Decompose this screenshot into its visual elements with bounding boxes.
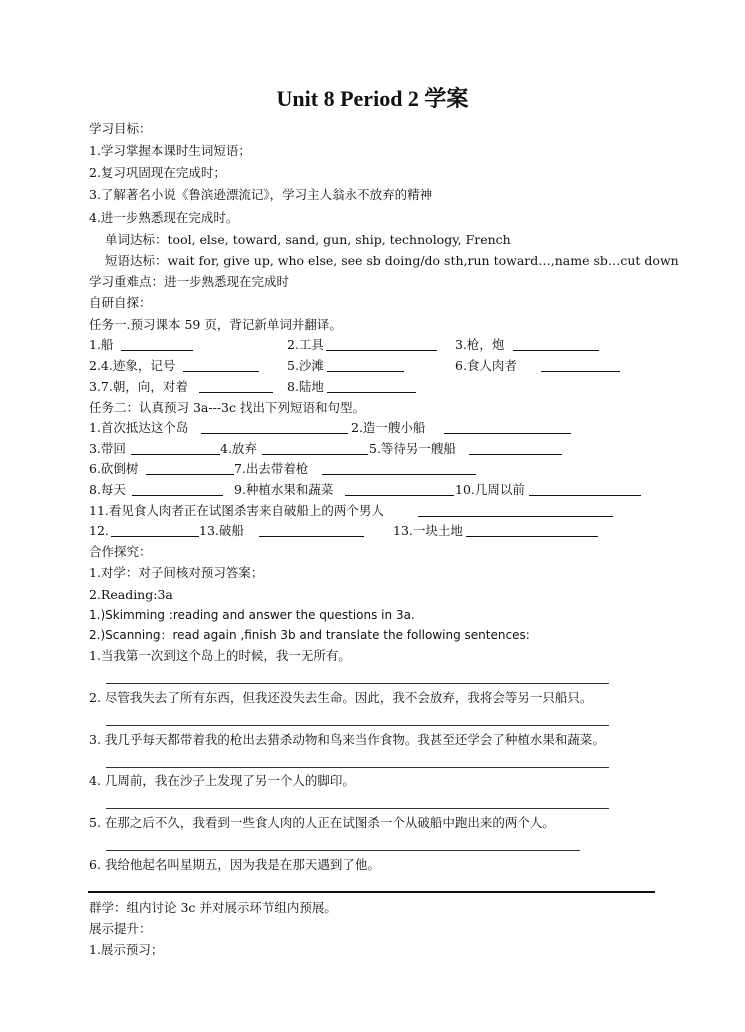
scanning-instruction: 2.)Scanning：read again ,finish 3b and translate the following sentences: [89,628,530,642]
answer-blank[interactable] [146,474,234,475]
answer-blank[interactable] [327,392,416,393]
show-item: 1.展示预习； [89,942,164,957]
words-list: tool, else, toward, sand, gun, ship, technology, French [167,232,511,247]
task2-item: 9.种植水果和蔬菜 [234,482,334,497]
self-study-heading: 自研自探： [89,295,152,310]
task2-item: 4.放弃 [220,441,257,456]
task1-item: 1.船 [89,337,114,352]
objective-item: 3.了解著名小说《鲁滨逊漂流记》，学习主人翁永不放弃的精神 [89,187,433,202]
answer-blank[interactable] [345,495,454,496]
task1-item: 5.沙滩 [287,358,324,373]
task2-item: 10.几周以前 [455,482,525,497]
objective-item: 2.复习巩固现在完成时； [89,165,226,180]
task2-item: 7.出去带着枪 [234,461,309,476]
translate-sentence: 5. 在那之后不久，我看到一些食人肉的人正在试图杀一个从破船中跑出来的两个人。 [89,815,555,830]
answer-line[interactable] [106,683,609,684]
objective-item: 4.进一步熟悉现在完成时。 [89,210,239,225]
task2-item: 1.首次抵达这个岛 [89,420,189,435]
phrases-label: 短语达标： [105,253,168,268]
show-heading: 展示提升： [89,921,152,936]
task2-item: 5.等待另一艘船 [369,441,456,456]
task2-item: 6.砍倒树 [89,461,139,476]
task2-item: 12. [89,523,109,538]
cooperation-step: 2.Reading:3a [89,587,173,602]
section-divider [88,891,655,893]
translate-sentence: 6. 我给他起名叫星期五，因为我是在那天遇到了他。 [89,857,380,872]
words-label: 单词达标： [105,232,168,247]
answer-blank[interactable] [183,371,259,372]
phrases-list: wait for, give up, who else, see sb doing/do sth,run toward…,name sb…cut down [167,253,679,268]
answer-blank[interactable] [199,392,273,393]
answer-blank[interactable] [327,371,404,372]
translate-sentence: 4. 几周前，我在沙子上发现了另一个人的脚印。 [89,773,355,788]
answer-blank[interactable] [326,350,437,351]
cooperation-heading: 合作探究： [89,544,152,559]
task1-item: 3.枪，炮 [455,337,505,352]
answer-blank[interactable] [541,371,620,372]
task2-item: 3.带回 [89,441,126,456]
key-point: 学习重难点：进一步熟悉现在完成时 [89,274,290,289]
task1-item: 6.食人肉者 [455,358,517,373]
words-target [105,232,511,248]
answer-blank[interactable] [322,474,476,475]
task2-instruction: 任务二：认真预习 3a---3c 找出下列短语和句型。 [89,400,365,415]
task1-item: 8.陆地 [287,379,324,394]
page-title: Unit 8 Period 2 学案 [276,86,469,111]
cooperation-step: 1.对学：对子间核对预习答案； [89,565,264,580]
answer-blank[interactable] [444,433,571,434]
answer-line[interactable] [106,808,609,809]
answer-blank[interactable] [121,350,193,351]
answer-blank[interactable] [529,495,641,496]
task2-item: 2.造一艘小船 [351,420,426,435]
objective-item: 1.学习掌握本课时生词短语； [89,143,251,158]
objectives-heading: 学习目标： [89,121,152,136]
phrases-target [105,253,679,269]
group-study: 群学：组内讨论 3c 并对展示环节组内预展。 [89,900,337,915]
task1-item: 2.工具 [287,337,324,352]
task1-item: 3.7.朝，向，对着 [89,379,188,394]
skimming-instruction: 1.)Skimming :reading and answer the questions in 3a. [89,608,415,622]
task2-item: 8.每天 [89,482,126,497]
translate-sentence: 2. 尽管我失去了所有东西，但我还没失去生命。因此，我不会放弃，我将会等另一只船只。 [89,690,593,705]
task1-instruction: 任务一.预习课本 59 页，背记新单词并翻译。 [89,317,342,332]
answer-line[interactable] [106,725,609,726]
translate-sentence: 1.当我第一次到这个岛上的时候，我一无所有。 [89,648,351,663]
answer-blank[interactable] [418,516,613,517]
task2-item: 11.看见食人肉者正在试图杀害来自破船上的两个男人 [89,503,384,518]
task2-item: 13.破船 [199,523,244,538]
answer-blank[interactable] [201,433,348,434]
task2-item: 13.一块土地 [393,523,463,538]
translate-sentence: 3. 我几乎每天都带着我的枪出去猎杀动物和鸟来当作食物。我甚至还学会了种植水果和蔬菜。 [89,732,605,747]
answer-blank[interactable] [513,350,599,351]
answer-blank[interactable] [132,495,223,496]
task1-item: 2.4.迹象，记号 [89,358,176,373]
answer-blank[interactable] [111,536,199,537]
answer-blank[interactable] [259,536,364,537]
answer-line[interactable] [106,767,609,768]
answer-line[interactable] [106,850,580,851]
answer-blank[interactable] [466,536,598,537]
answer-blank[interactable] [469,454,562,455]
answer-blank[interactable] [131,454,220,455]
answer-blank[interactable] [262,454,368,455]
